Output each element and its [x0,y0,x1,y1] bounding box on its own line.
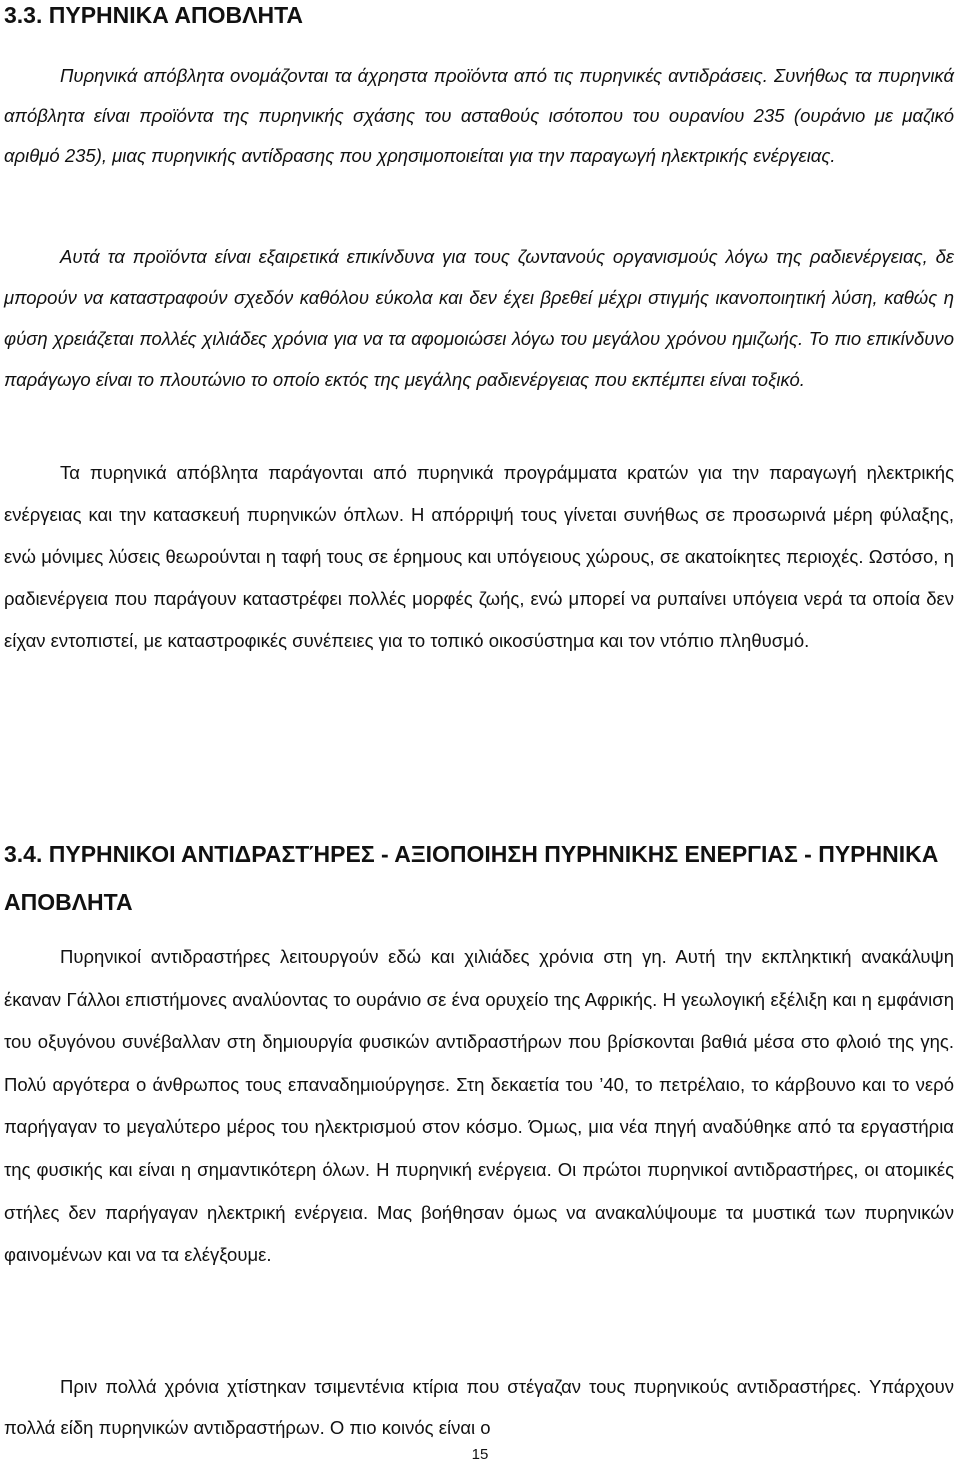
paragraph: Πυρηνικοί αντιδραστήρες λειτουργούν εδώ και χιλιάδες χρόνια στη γη. Αυτή την εκπληκτική ανακάλυψη έκαναν Γάλλοι επιστήμονες αναλύοντας το ουράνιο σε ένα ορυχείο της Αφρικής. Η γεωλογική εξέλιξη και η εμφάνιση του οξυγόνου συνέβαλλαν στη δημιουργία φυσικών αντιδραστήρων που βρίσκονται βαθιά μέσα στο φλοιό της γης. Πολύ αργότερα ο άνθρωπος τους επαναδημιούργησε. Στη δεκαετία του ’40, το πετρέλαιο, το κάρβουνο και το νερό παρήγαγαν το μεγαλύτερο μέρος του ηλεκτρισμού στον κόσμο. Όμως, μια νέα πηγή αναδύθηκε από τα εργαστήρια της φυσικής και είναι η σημαντικότερη όλων. Η πυρηνική ενέργεια. Οι πρώτοι πυρηνικοί αντιδραστήρες, οι ατομικές στήλες δεν παρήγαγαν ηλεκτρική ενέργεια. Μας βοήθησαν όμως να ανακαλύψουμε τα μυστικά των πυρηνικών φαινομένων και να τα ελέγξουμε. [4,946,954,1266]
section-heading: 3.4. ΠΥΡΗΝΙΚΟΙ ΑΝΤΙΔΡΑΣΤΉΡΕΣ - ΑΞΙΟΠΟΙΗΣΗ ΠΥΡΗΝΙΚΗΣ ΕΝΕΡΓΙΑΣ - ΠΥΡΗΝΙΚΑ ΑΠΟΒΛΗΤΑ [4,841,939,915]
paragraph: Πυρηνικά απόβλητα ονομάζονται τα άχρηστα προϊόντα από τις πυρηνικές αντιδράσεις. Συνήθως τα πυρηνικά απόβλητα είναι προϊόντα της πυρηνικής σχάσης του ασταθούς ισότοπου του ουρανίου 235 (ουράνιο με μαζικό αριθμό 235), μιας πυρηνικής αντίδρασης που χρησιμοποιείται για την παραγωγή ηλεκτρικής ενέργειας. [4,65,954,166]
section-heading: 3.3. ΠΥΡΗΝΙΚΑ ΑΠΟΒΛΗΤΑ [4,2,304,28]
paragraph: Πριν πολλά χρόνια χτίστηκαν τσιμεντένια κτίρια που στέγαζαν τους πυρηνικούς αντιδραστήρες. Υπάρχουν πολλά είδη πυρηνικών αντιδραστήρων. Ο πιο κοινός είναι ο [4,1376,954,1438]
page-number: 15 [471,1446,489,1463]
paragraph: Αυτά τα προϊόντα είναι εξαιρετικά επικίνδυνα για τους ζωντανούς οργανισμούς λόγω της ραδιενέργειας, δε μπορούν να καταστραφούν σχεδόν καθόλου εύκολα και δεν έχει βρεθεί μέχρι στιγμής ικανοποιητική λύση, καθώς η φύση χρειάζεται πολλές χιλιάδες χρόνια για να τα αφομοιώσει λόγω του μεγάλου χρόνου ημιζωής. Το πιο επικίνδυνο παράγωγο είναι το πλουτώνιο το οποίο εκτός της μεγάλης ραδιενέργειας που εκπέμπει είναι τοξικό. [4,246,954,390]
paragraph: Τα πυρηνικά απόβλητα παράγονται από πυρηνικά προγράμματα κρατών για την παραγωγή ηλεκτρικής ενέργειας και την κατασκευή πυρηνικών όπλων. Η απόρριψή τους γίνεται συνήθως σε προσωρινά μέρη φύλαξης, ενώ μόνιμες λύσεις θεωρούνται η ταφή τους σε έρημους και υπόγειους χώρους, σε ακατοίκητες περιοχές. Ωστόσο, η ραδιενέργεια που παράγουν καταστρέφει πολλές μορφές ζωής, ενώ μπορεί να ρυπαίνει υπόγεια νερά τα οποία δεν είχαν εντοπιστεί, με καταστροφικές συνέπειες για το τοπικό οικοσύστημα και τον ντόπιο πληθυσμό. [4,462,954,651]
